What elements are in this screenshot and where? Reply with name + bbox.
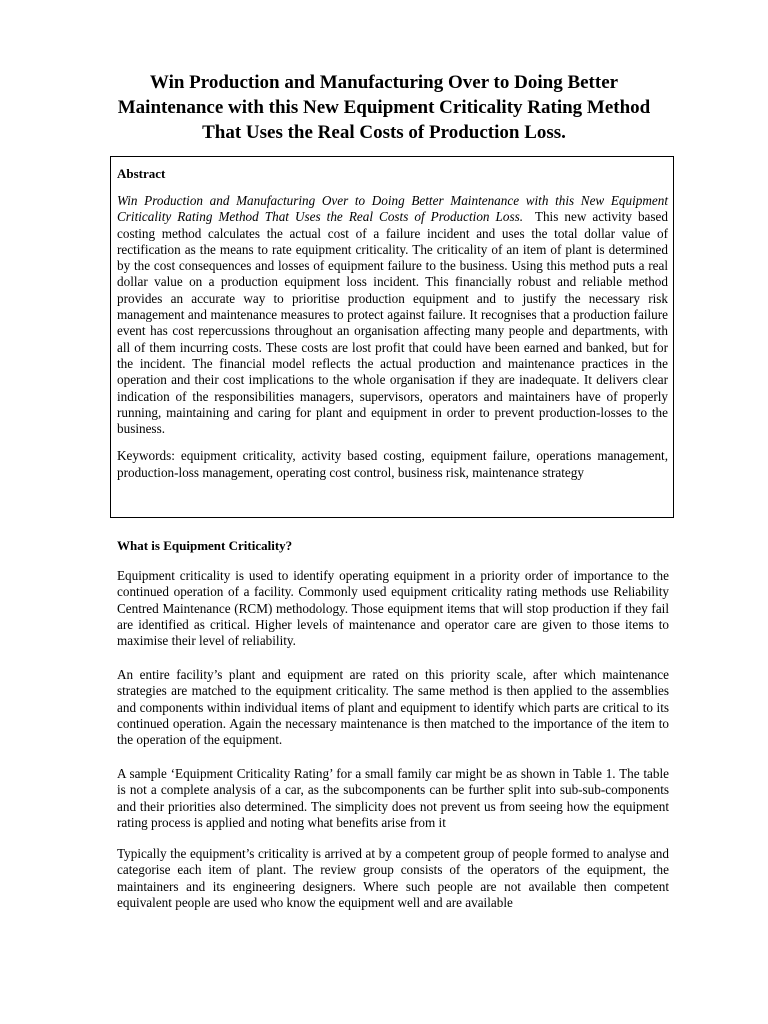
section-heading: What is Equipment Criticality?	[117, 538, 293, 553]
abstract-heading: Abstract	[117, 166, 166, 181]
abstract-text: This new activity based costing method calculates the actual cost of a failure incident and uses the total dollar value of rectification as the means to rate equipment criticality. The criticality of an item of plant is determined by the cost consequences and losses of equipment failure to the business. Using this method puts a real dollar value on a production equipment loss incident. This financially robust and reliable method provides an accurate way to prioritise production equipment and to justify the necessary risk management and maintenance measures to protect against failure. It recognises that a production failure event has cost repercussions throughout an organisation affecting many people and departments, with all of them incurring costs. These costs are lost profit that could have been earned and banked, but for the incident. The financial model reflects the actual production and maintenance practices in the operation and their cost implications to the whole organisation if they are inadequate. It delivers clear indication of the responsibilities managers, supervisors, operators and maintainers have of properly running, maintaining and caring for plant and equipment in order to prevent production-losses to the business.	[117, 209, 668, 437]
body-paragraph: An entire facility’s plant and equipment are rated on this priority scale, after which maintenance strategies are matched to the equipment criticality. The same method is then applied to the assemblies and components within individual items of plant and equipment to identify which parts are critical to its continued operation. Again the necessary maintenance is then matched to the importance of the item to the operation of the equipment.	[117, 667, 669, 748]
abstract-body	[117, 193, 668, 437]
body-paragraph: A sample ‘Equipment Criticality Rating’ for a small family car might be as shown in Table 1. The table is not a complete analysis of a car, as the subcomponents can be further split into sub-sub-components and their priorities also determined. The simplicity does not prevent us from seeing how the equipment rating process is applied and noting what benefits arise from it	[117, 766, 669, 830]
abstract-box	[110, 156, 674, 518]
body-paragraph: Equipment criticality is used to identify operating equipment in a priority order of importance to the continued operation of a facility. Commonly used equipment criticality rating methods use Reliability Centred Maintenance (RCM) methodology. Those equipment items that will stop production if they fail are identified as critical. Higher levels of maintenance and operator care are given to those items to maximise their level of reliability.	[117, 568, 669, 649]
abstract-italic-lead: Win Production and Manufacturing Over to Doing Better Maintenance with this New Equipment Criticality Rating Method That Uses the Real Costs of Production Loss.	[117, 193, 668, 225]
abstract-keywords: Keywords: equipment criticality, activity based costing, equipment failure, operations management, production-loss management, operating cost control, business risk, maintenance strategy	[117, 448, 668, 480]
body-paragraph: Typically the equipment’s criticality is arrived at by a competent group of people formed to analyse and categorise each item of plant. The review group consists of the operators of the equipment, the maintainers and its engineering designers. Where such people are not available then competent equivalent people are used who know the equipment well and are available	[117, 846, 669, 910]
document-title: Win Production and Manufacturing Over to Doing Better Maintenance with this New Equipment Criticality Rating Method That Uses the Real Costs of Production Loss.	[117, 72, 651, 143]
